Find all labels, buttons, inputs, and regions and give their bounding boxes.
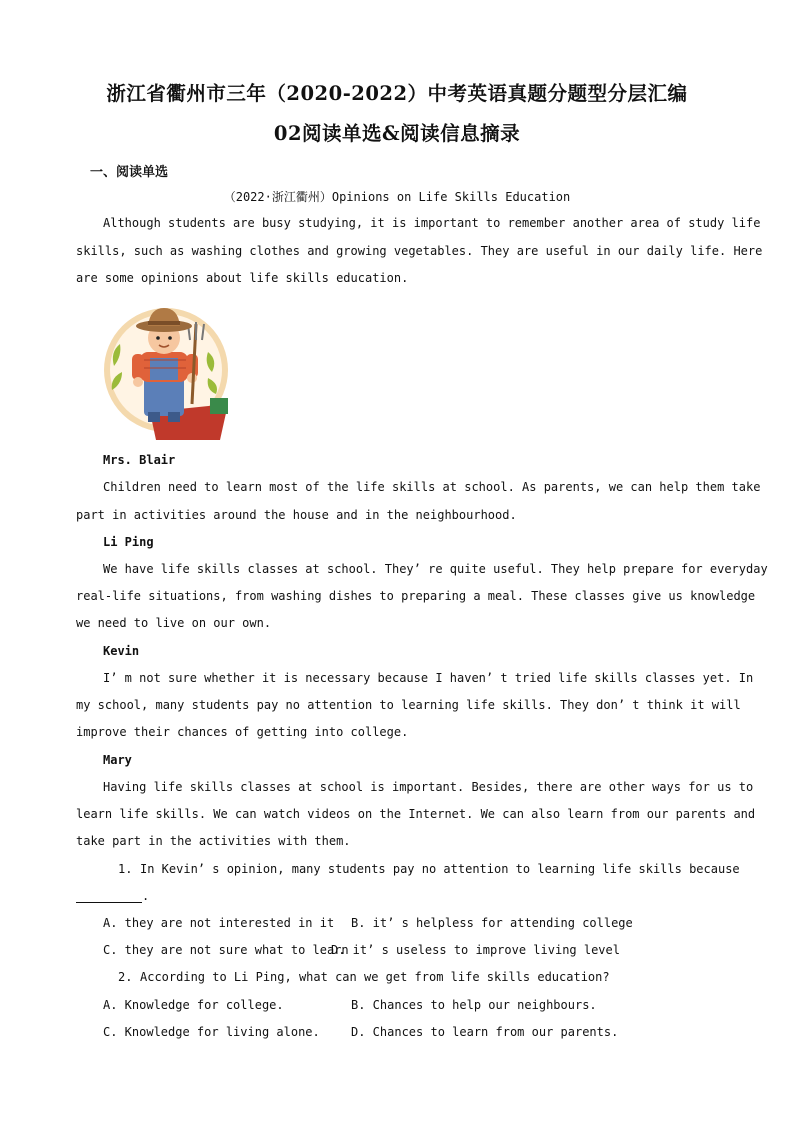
opinion-line: learn life skills. We can watch videos on the Internet. We can also learn from our parents and xyxy=(76,807,756,821)
option-c[interactable]: C. Knowledge for living alone. xyxy=(103,1025,320,1039)
opinion-name-li-ping: Li Ping xyxy=(103,535,154,549)
option-b[interactable]: B. Chances to help our neighbours. xyxy=(351,998,597,1012)
option-b[interactable]: B. it’ s helpless for attending college xyxy=(351,916,633,930)
opinion-line: real-life situations, from washing dishes to preparing a meal. These classes give us knowledge xyxy=(76,589,756,603)
blank-line xyxy=(76,890,142,903)
opinion-name-kevin: Kevin xyxy=(103,644,140,658)
answer-blank xyxy=(76,888,149,904)
farmer-boy-illustration xyxy=(100,294,235,442)
question-stem-end: . xyxy=(142,889,150,903)
opinion-line: Children need to learn most of the life skills at school. As parents, we can help them take xyxy=(103,480,761,494)
document-subtitle: 02阅读单选&阅读信息摘录 xyxy=(273,122,521,145)
opinion-line: We have life skills classes at school. They’ re quite useful. They help prepare for everyday xyxy=(103,562,768,576)
option-a[interactable]: A. Knowledge for college. xyxy=(103,998,284,1012)
opinion-line: my school, many students pay no attention to learning life skills. They don’ t think it will xyxy=(76,698,741,712)
document-title: 浙江省衢州市三年（2020-2022）中考英语真题分题型分层汇编 xyxy=(106,82,688,105)
passage-source-title: （2022·浙江衢州）Opinions on Life Skills Education xyxy=(223,190,571,204)
intro-line-1: Although students are busy studying, it is important to remember another area of study life xyxy=(103,216,761,230)
question-number: 1. xyxy=(118,862,133,876)
option-d[interactable]: D. it’ s useless to improve living level xyxy=(331,943,620,957)
opinion-name-mary: Mary xyxy=(103,753,132,767)
opinion-name-mrs-blair: Mrs. Blair xyxy=(103,453,176,467)
section-heading: 一、阅读单选 xyxy=(90,165,169,180)
intro-line-2: skills, such as washing clothes and growing vegetables. They are useful in our daily life. Here xyxy=(76,244,763,258)
question-stem: According to Li Ping, what can we get from life skills education? xyxy=(140,970,610,984)
opinion-line: part in activities around the house and in the neighbourhood. xyxy=(76,508,517,522)
option-d[interactable]: D. Chances to learn from our parents. xyxy=(351,1025,619,1039)
intro-line-3: are some opinions about life skills education. xyxy=(76,271,409,285)
opinion-line: I’ m not sure whether it is necessary because I haven’ t tried life skills classes yet. In xyxy=(103,671,754,685)
opinion-line: take part in the activities with them. xyxy=(76,834,351,848)
opinion-line: Having life skills classes at school is important. Besides, there are other ways for us to xyxy=(103,780,754,794)
option-c[interactable]: C. they are not sure what to learn xyxy=(103,943,349,957)
option-a[interactable]: A. they are not interested in it xyxy=(103,916,335,930)
question-stem: In Kevin’ s opinion, many students pay no attention to learning life skills because xyxy=(140,862,740,876)
opinion-line: we need to live on our own. xyxy=(76,616,272,630)
opinion-line: improve their chances of getting into college. xyxy=(76,725,409,739)
question-number: 2. xyxy=(118,970,133,984)
